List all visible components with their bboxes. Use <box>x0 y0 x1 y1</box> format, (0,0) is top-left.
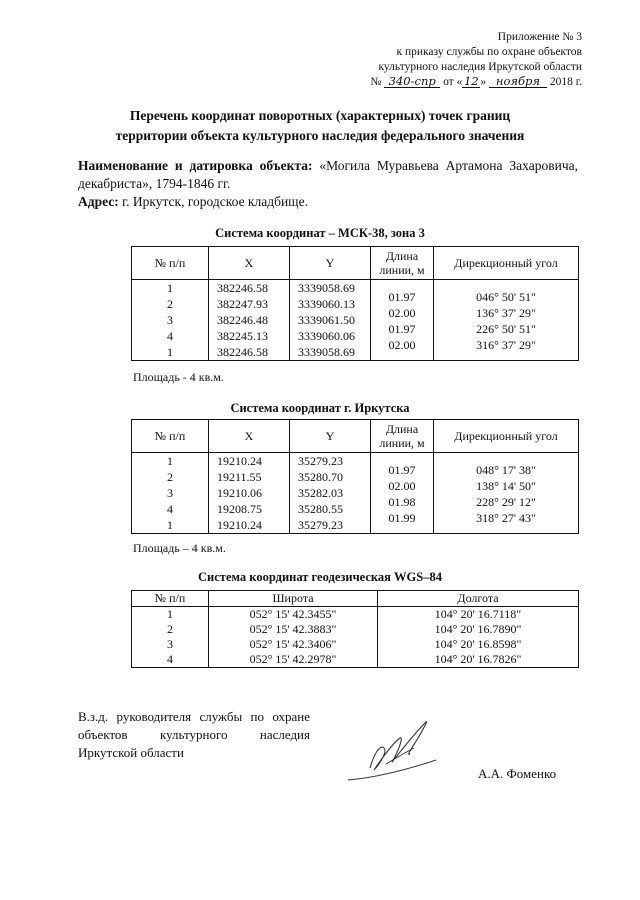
document-title-line-2: территории объекта культурного наследия федерального значения <box>115 128 525 143</box>
point-number: 1 <box>132 607 209 623</box>
line-length: 01.97 <box>388 463 416 477</box>
order-month-handwritten: ноября <box>489 75 547 88</box>
handwritten-signature <box>340 708 450 788</box>
longitude-value: 104° 20' 16.7890" <box>378 622 579 637</box>
appendix-title: Приложение № 3 <box>497 31 582 43</box>
order-year: 2018 г. <box>549 76 582 88</box>
point-number: 1 <box>167 518 173 532</box>
col-header-length: Длина линии, м <box>371 247 434 280</box>
signatory-position: В.з.д. руководителя службы по охране объектов культурного наследия Иркутской области <box>78 709 310 760</box>
point-number: 1 <box>167 454 173 468</box>
y-value: 3339058.69 <box>298 281 355 295</box>
order-number-prefix: № <box>370 76 382 88</box>
points-cell <box>132 280 209 361</box>
col-header-number: № п/п <box>132 591 209 607</box>
direction-angle: 048° 17' 38" <box>476 463 536 477</box>
point-number: 1 <box>167 345 173 359</box>
order-day-handwritten: 12 <box>464 74 479 88</box>
point-number: 1 <box>167 281 173 295</box>
table-row <box>132 652 579 668</box>
col-header-x: X <box>209 247 290 280</box>
col-header-longitude: Долгота <box>378 591 579 607</box>
longitude-value: 104° 20' 16.7826" <box>378 652 579 668</box>
latitude-value: 052° 15' 42.3883" <box>209 622 378 637</box>
y-values-cell <box>290 280 371 361</box>
angles-cell <box>434 453 579 534</box>
object-name-label: Наименование и датировка объекта: <box>78 158 313 173</box>
y-value: 3339061.50 <box>298 313 355 327</box>
latitude-value: 052° 15' 42.3406" <box>209 637 378 652</box>
y-values-cell <box>290 453 371 534</box>
line-length: 02.00 <box>388 338 416 352</box>
col-header-number: № п/п <box>132 420 209 453</box>
y-value: 35282.03 <box>298 486 343 500</box>
x-value: 382245.13 <box>217 329 268 343</box>
appendix-agency-line: культурного наследия Иркутской области <box>378 61 582 73</box>
object-address-label: Адрес: <box>78 194 119 209</box>
col-header-number: № п/п <box>132 247 209 280</box>
direction-angle: 318° 27' 43" <box>476 511 536 525</box>
line-length: 01.98 <box>388 495 416 509</box>
order-number-handwritten: 340-спр <box>384 75 440 88</box>
object-name-value: «Могила Муравьева Артамона Захаровича, декабриста», 1794-1846 гг. <box>78 158 578 191</box>
x-value: 382246.58 <box>217 345 268 359</box>
y-value: 35280.55 <box>298 502 343 516</box>
latitude-value: 052° 15' 42.2978" <box>209 652 378 668</box>
coords-table-wgs84 <box>131 590 579 668</box>
line-length: 01.97 <box>388 322 416 336</box>
col-header-latitude: Широта <box>209 591 378 607</box>
direction-angle: 316° 37' 29" <box>476 338 536 352</box>
line-length: 01.99 <box>388 511 416 525</box>
coords-table-msk38 <box>131 246 579 361</box>
x-value: 382247.93 <box>217 297 268 311</box>
table-wgs84-caption: Система координат геодезическая WGS–84 <box>198 570 442 584</box>
document-title-line-1: Перечень координат поворотных (характерных) точек границ <box>129 108 511 123</box>
area-irkutsk: Площадь – 4 кв.м. <box>133 541 226 555</box>
latitude-value: 052° 15' 42.3455" <box>209 607 378 623</box>
y-value: 35280.70 <box>298 470 343 484</box>
table-irkutsk-caption: Система координат г. Иркутска <box>230 401 410 415</box>
point-number: 4 <box>132 652 209 668</box>
lengths-cell <box>371 280 434 361</box>
point-number: 4 <box>167 329 173 343</box>
x-value: 382246.58 <box>217 281 268 295</box>
col-header-length: Длина линии, м <box>371 420 434 453</box>
area-msk38: Площадь - 4 кв.м. <box>133 370 224 384</box>
object-info <box>78 157 578 211</box>
point-number: 2 <box>167 470 173 484</box>
x-value: 19210.24 <box>217 518 262 532</box>
direction-angle: 046° 50' 51" <box>476 290 536 304</box>
longitude-value: 104° 20' 16.8598" <box>378 637 579 652</box>
line-length: 01.97 <box>388 290 416 304</box>
x-values-cell <box>209 280 290 361</box>
y-value: 35279.23 <box>298 454 343 468</box>
direction-angle: 226° 50' 51" <box>476 322 536 336</box>
x-value: 19208.75 <box>217 502 262 516</box>
x-value: 19210.24 <box>217 454 262 468</box>
lengths-cell <box>371 453 434 534</box>
point-number: 3 <box>167 313 173 327</box>
point-number: 3 <box>132 637 209 652</box>
col-header-y: Y <box>290 247 371 280</box>
x-value: 382246.48 <box>217 313 268 327</box>
table-msk38-caption: Система координат – МСК-38, зона 3 <box>215 226 425 240</box>
table-row <box>132 637 579 652</box>
x-value: 19210.06 <box>217 486 262 500</box>
x-value: 19211.55 <box>217 470 262 484</box>
direction-angle: 228° 29' 12" <box>476 495 536 509</box>
object-address <box>78 193 578 211</box>
y-value: 35279.23 <box>298 518 343 532</box>
point-number: 3 <box>167 486 173 500</box>
document-title <box>0 106 640 146</box>
point-number: 4 <box>167 502 173 516</box>
appendix-header <box>322 30 582 90</box>
point-number: 2 <box>132 622 209 637</box>
table-row <box>132 622 579 637</box>
order-date-quote: » <box>480 76 487 88</box>
order-number-line <box>322 75 582 90</box>
y-value: 3339060.06 <box>298 329 355 343</box>
order-date-from: от « <box>443 76 463 88</box>
point-number: 2 <box>167 297 173 311</box>
coords-table-irkutsk <box>131 419 579 534</box>
direction-angle: 136° 37' 29" <box>476 306 536 320</box>
y-value: 3339058.69 <box>298 345 355 359</box>
angles-cell <box>434 280 579 361</box>
direction-angle: 138° 14' 50" <box>476 479 536 493</box>
line-length: 02.00 <box>388 306 416 320</box>
points-cell <box>132 453 209 534</box>
x-values-cell <box>209 453 290 534</box>
signatory-name: А.А. Фоменко <box>478 766 557 781</box>
col-header-x: X <box>209 420 290 453</box>
line-length: 02.00 <box>388 479 416 493</box>
col-header-angle: Дирекционный угол <box>434 420 579 453</box>
longitude-value: 104° 20' 16.7118" <box>378 607 579 623</box>
table-row <box>132 607 579 623</box>
col-header-y: Y <box>290 420 371 453</box>
appendix-order-line: к приказу службы по охране объектов <box>396 46 582 58</box>
col-header-angle: Дирекционный угол <box>434 247 579 280</box>
y-value: 3339060.13 <box>298 297 355 311</box>
object-name-paragraph <box>78 157 578 193</box>
object-address-value: г. Иркутск, городское кладбище. <box>122 194 308 209</box>
